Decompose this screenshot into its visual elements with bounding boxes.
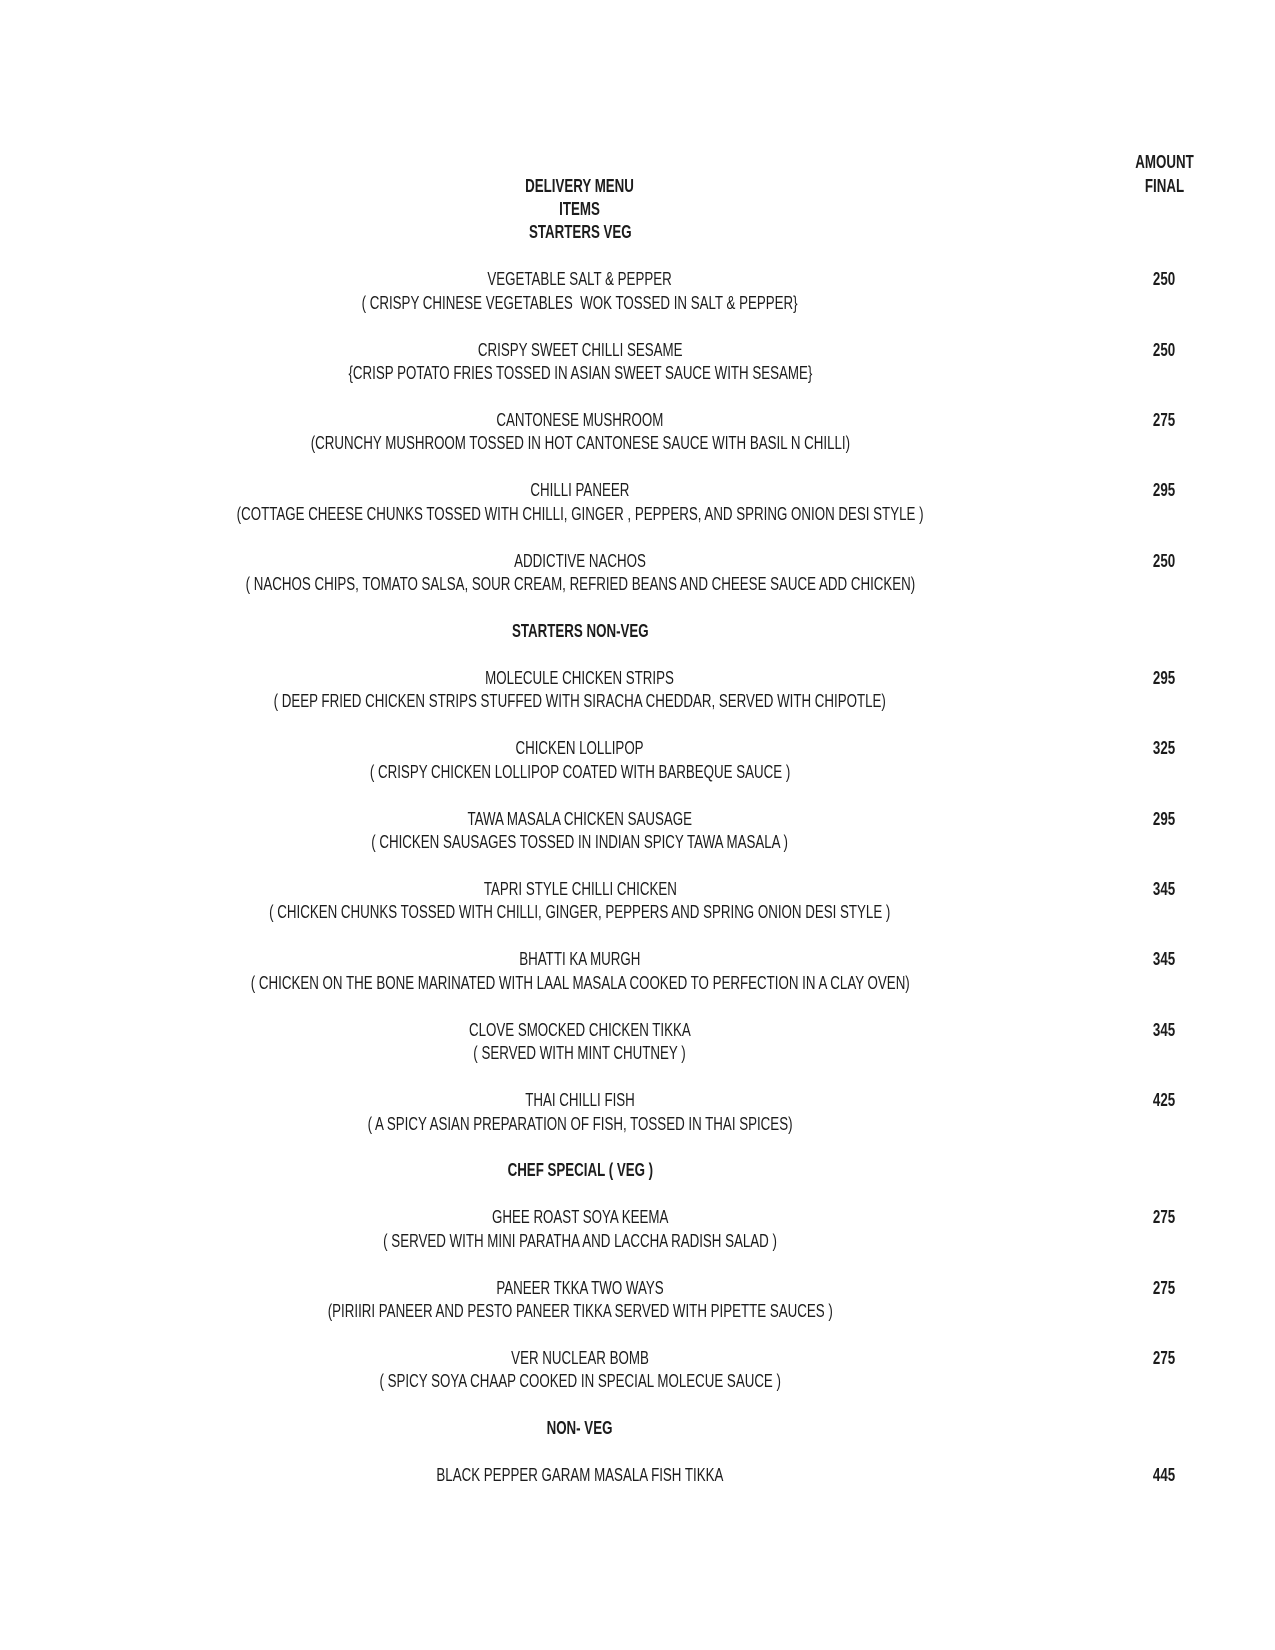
menu-item-price-cell: [1104, 948, 1224, 971]
menu-item-name: CHILLI PANEER: [530, 480, 630, 501]
menu-row: [0, 948, 1275, 971]
menu-row: [0, 1113, 1275, 1136]
menu-item-description-cell: [0, 761, 1160, 784]
menu-row: [0, 151, 1275, 174]
menu-item-price-cell: [1104, 409, 1224, 432]
menu-item-name-cell: [0, 1206, 1160, 1229]
menu-item-price: 250: [1152, 339, 1176, 360]
menu-item-description-cell: [0, 573, 1160, 596]
menu-item-name: THAI CHILLI FISH: [525, 1090, 635, 1111]
menu-row: [0, 1206, 1275, 1229]
menu-item-description-cell: [0, 1370, 1160, 1393]
menu-row: [0, 175, 1275, 198]
menu-row: [0, 479, 1275, 502]
menu-item-description: ( NACHOS CHIPS, TOMATO SALSA, SOUR CREAM, REFRIED BEANS AND CHEESE SAUCE ADD CHICKEN): [245, 574, 915, 595]
menu-item-description: (COTTAGE CHEESE CHUNKS TOSSED WITH CHILLI, GINGER , PEPPERS, AND SPRING ONION DESI STYLE ): [236, 503, 924, 524]
items-column-label: ITEMS: [559, 198, 601, 219]
menu-item-name-cell: [0, 1347, 1160, 1370]
section-title-cell: [0, 1159, 1160, 1182]
menu-item-name-cell: [0, 1089, 1160, 1112]
menu-row: [0, 1300, 1275, 1323]
final-column-header: FINAL: [1144, 175, 1184, 196]
section-title-cell: [0, 620, 1160, 643]
menu-item-price: 445: [1152, 1465, 1176, 1486]
menu-row: [0, 339, 1275, 362]
menu-item-description: (PIRIIRI PANEER AND PESTO PANEER TIKKA SERVED WITH PIPETTE SAUCES ): [327, 1301, 833, 1322]
menu-item-description: ( CHICKEN CHUNKS TOSSED WITH CHILLI, GINGER, PEPPERS AND SPRING ONION DESI STYLE ): [269, 902, 891, 923]
menu-item-name: ADDICTIVE NACHOS: [514, 550, 646, 571]
menu-row: [0, 761, 1275, 784]
menu-item-price: 250: [1152, 550, 1176, 571]
section-title-cell: [0, 221, 1160, 244]
section-title: STARTERS NON-VEG: [511, 621, 649, 642]
menu-item-price: 275: [1152, 410, 1176, 430]
items-column-label-cell: [0, 198, 1160, 221]
menu-item-price-cell: [1104, 1464, 1224, 1487]
menu-item-price-cell: [1104, 1347, 1224, 1370]
menu-row: [0, 268, 1275, 291]
menu-item-description: ( SPICY SOYA CHAAP COOKED IN SPECIAL MOLECUE SAUCE ): [379, 1371, 781, 1392]
menu-item-description: ( SERVED WITH MINI PARATHA AND LACCHA RADISH SALAD ): [383, 1230, 777, 1251]
menu-row: [0, 221, 1275, 244]
menu-item-name: VER NUCLEAR BOMB: [511, 1348, 649, 1368]
menu-item-price: 345: [1152, 1019, 1176, 1040]
menu-item-description-cell: [0, 972, 1160, 995]
menu-item-description-cell: [0, 1042, 1160, 1065]
menu-item-description-cell: [0, 292, 1160, 315]
menu-item-price-cell: [1104, 268, 1224, 291]
menu-item-description-cell: [0, 503, 1160, 526]
menu-item-description-cell: [0, 1230, 1160, 1253]
menu-row: [0, 831, 1275, 854]
menu-row: [0, 362, 1275, 385]
menu-item-price-cell: [1104, 667, 1224, 690]
menu-row: [0, 737, 1275, 760]
menu-item-name-cell: [0, 808, 1160, 831]
menu-item-price: 345: [1152, 949, 1176, 970]
menu-row: [0, 503, 1275, 526]
menu-item-price-cell: [1104, 339, 1224, 362]
menu-item-description: ( CRISPY CHINESE VEGETABLES WOK TOSSED IN SALT & PEPPER}: [362, 292, 798, 313]
menu-item-name: CHICKEN LOLLIPOP: [515, 738, 645, 759]
menu-item-price: 295: [1152, 808, 1176, 829]
menu-item-description-cell: [0, 432, 1160, 455]
section-title: STARTERS VEG: [528, 222, 632, 243]
menu-row: [0, 878, 1275, 901]
menu-item-name: BHATTI KA MURGH: [519, 949, 641, 970]
menu-row: [0, 292, 1275, 315]
menu-item-name: CLOVE SMOCKED CHICKEN TIKKA: [469, 1019, 691, 1040]
menu-item-price-cell: [1104, 1089, 1224, 1112]
menu-item-description-cell: [0, 690, 1160, 713]
menu-row: [0, 1277, 1275, 1300]
menu-row: [0, 1417, 1275, 1440]
menu-item-name-cell: [0, 550, 1160, 573]
menu-item-name-cell: [0, 409, 1160, 432]
menu-item-description-cell: [0, 831, 1160, 854]
menu-row: [0, 972, 1275, 995]
menu-item-description: {CRISP POTATO FRIES TOSSED IN ASIAN SWEET SAUCE WITH SESAME}: [348, 363, 812, 384]
menu-item-name-cell: [0, 948, 1160, 971]
menu-item-name: TAWA MASALA CHICKEN SAUSAGE: [467, 808, 693, 829]
amount-column-header-cell: [1104, 151, 1224, 174]
menu-row: [0, 1370, 1275, 1393]
menu-item-price-cell: [1104, 808, 1224, 831]
amount-column-header: AMOUNT: [1134, 152, 1194, 173]
menu-item-price: 275: [1152, 1207, 1176, 1228]
menu-item-price: 325: [1152, 738, 1176, 759]
menu-item-description-cell: [0, 1300, 1160, 1323]
menu-item-price: 295: [1152, 480, 1176, 501]
menu-title-cell: [0, 175, 1160, 198]
menu-row: [0, 620, 1275, 643]
menu-item-description: ( A SPICY ASIAN PREPARATION OF FISH, TOSSED IN THAI SPICES): [367, 1113, 793, 1134]
menu-row: [0, 667, 1275, 690]
menu-row: [0, 1464, 1275, 1487]
menu-item-name-cell: [0, 479, 1160, 502]
menu-item-price: 345: [1152, 879, 1176, 899]
menu-item-price-cell: [1104, 550, 1224, 573]
menu-row: [0, 1230, 1275, 1253]
menu-item-price: 425: [1152, 1090, 1176, 1111]
menu-item-name-cell: [0, 737, 1160, 760]
menu-row: [0, 573, 1275, 596]
menu-row: [0, 1159, 1275, 1182]
menu-item-name: GHEE ROAST SOYA KEEMA: [491, 1207, 669, 1228]
menu-item-price-cell: [1104, 1019, 1224, 1042]
menu-item-description-cell: [0, 1113, 1160, 1136]
menu-row: [0, 550, 1275, 573]
menu-row: [0, 690, 1275, 713]
menu-item-name-cell: [0, 667, 1160, 690]
section-title: NON- VEG: [547, 1418, 613, 1439]
menu-item-name: BLACK PEPPER GARAM MASALA FISH TIKKA: [436, 1465, 724, 1486]
section-title: CHEF SPECIAL ( VEG ): [507, 1160, 653, 1181]
menu-row: [0, 901, 1275, 924]
section-title-cell: [0, 1417, 1160, 1440]
menu-item-price-cell: [1104, 737, 1224, 760]
menu-item-name-cell: [0, 1019, 1160, 1042]
menu-item-description: ( CHICKEN ON THE BONE MARINATED WITH LAAL MASALA COOKED TO PERFECTION IN A CLAY OVEN): [250, 972, 910, 993]
menu-row: [0, 1347, 1275, 1370]
menu-item-name: VEGETABLE SALT & PEPPER: [487, 269, 673, 290]
menu-item-description: (CRUNCHY MUSHROOM TOSSED IN HOT CANTONESE SAUCE WITH BASIL N CHILLI): [310, 433, 850, 454]
menu-item-price-cell: [1104, 878, 1224, 901]
menu-row: [0, 432, 1275, 455]
menu-item-description: ( CRISPY CHICKEN LOLLIPOP COATED WITH BARBEQUE SAUCE ): [369, 761, 791, 782]
menu-item-description: ( SERVED WITH MINT CHUTNEY ): [473, 1043, 687, 1064]
menu-item-name: MOLECULE CHICKEN STRIPS: [485, 667, 675, 688]
menu-item-name-cell: [0, 339, 1160, 362]
menu-item-name-cell: [0, 1464, 1160, 1487]
menu-item-name-cell: [0, 268, 1160, 291]
menu-item-name: PANEER TKKA TWO WAYS: [496, 1277, 664, 1298]
menu-item-name: CRISPY SWEET CHILLI SESAME: [477, 339, 683, 360]
menu-item-price: 295: [1152, 667, 1176, 688]
menu-item-description-cell: [0, 901, 1160, 924]
menu-item-name-cell: [0, 1277, 1160, 1300]
menu-item-price: 250: [1152, 269, 1176, 290]
menu-item-description: ( DEEP FRIED CHICKEN STRIPS STUFFED WITH SIRACHA CHEDDAR, SERVED WITH CHIPOTLE): [273, 691, 887, 712]
menu-row: [0, 1019, 1275, 1042]
menu-row: [0, 808, 1275, 831]
menu-row: [0, 1042, 1275, 1065]
menu-row: [0, 409, 1275, 432]
menu-title: DELIVERY MENU: [525, 175, 635, 196]
menu-row: [0, 198, 1275, 221]
menu-item-price: 275: [1152, 1277, 1176, 1298]
menu-item-price-cell: [1104, 1277, 1224, 1300]
menu-item-name: TAPRI STYLE CHILLI CHICKEN: [483, 879, 677, 899]
menu-item-price-cell: [1104, 479, 1224, 502]
menu-item-price-cell: [1104, 1206, 1224, 1229]
menu-item-price: 275: [1152, 1348, 1176, 1368]
menu-row: [0, 1089, 1275, 1112]
menu-item-description-cell: [0, 362, 1160, 385]
menu-item-name-cell: [0, 878, 1160, 901]
final-column-header-cell: [1104, 175, 1224, 198]
menu-item-name: CANTONESE MUSHROOM: [496, 410, 664, 430]
menu-item-description: ( CHICKEN SAUSAGES TOSSED IN INDIAN SPICY TAWA MASALA ): [371, 832, 789, 853]
